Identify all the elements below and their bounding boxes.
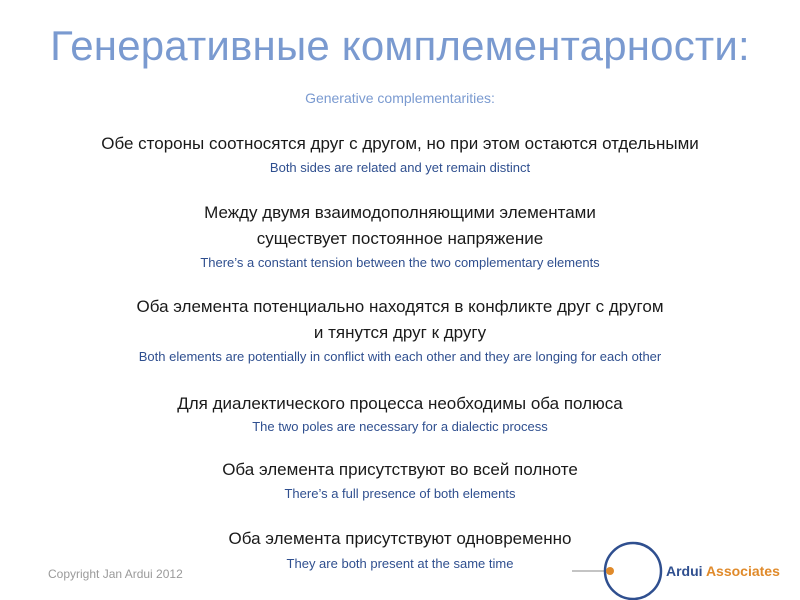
statement-5-en: There’s a full presence of both elements — [284, 486, 516, 501]
statement-2-ru-line-1: Между двумя взаимодополняющими элементами — [204, 203, 596, 222]
logo-circle-icon — [570, 535, 666, 600]
page-subtitle: Generative complementarities: — [305, 90, 495, 106]
company-logo — [570, 535, 800, 600]
logo-name-part1: Ardui — [666, 563, 703, 579]
statement-5-ru-line-1: Оба элемента присутствуют во всей полноте — [222, 460, 578, 479]
copyright-notice: Copyright Jan Ardui 2012 — [48, 567, 183, 581]
statement-2-ru-line-2: существует постоянное напряжение — [256, 229, 544, 248]
statement-4-en: The two poles are necessary for a dialectic process — [252, 419, 548, 434]
statement-3-ru-line-2: и тянутся друг к другу — [313, 323, 487, 342]
statement-2-en: There’s a constant tension between the two complementary elements — [200, 255, 600, 270]
logo-name-part2: Associates — [705, 563, 780, 579]
statement-1-en: Both sides are related and yet remain distinct — [269, 160, 531, 175]
statement-6-en: They are both present at the same time — [286, 556, 514, 571]
statement-3-ru-line-1: Оба элемента потенциально находятся в конфликте друг с другом — [136, 297, 664, 316]
statement-4-ru-line-1: Для диалектического процесса необходимы оба полюса — [177, 394, 623, 413]
statement-3-en: Both elements are potentially in conflict with each other and they are longing for each other — [138, 349, 662, 364]
page-title: Генеративные комплементарности: — [50, 22, 750, 69]
statement-1-ru-line-1: Обе стороны соотносятся друг с другом, но при этом остаются отдельными — [101, 134, 699, 153]
statement-6-ru-line-1: Оба элемента присутствуют одновременно — [228, 529, 572, 548]
logo-wordmark — [666, 563, 780, 579]
